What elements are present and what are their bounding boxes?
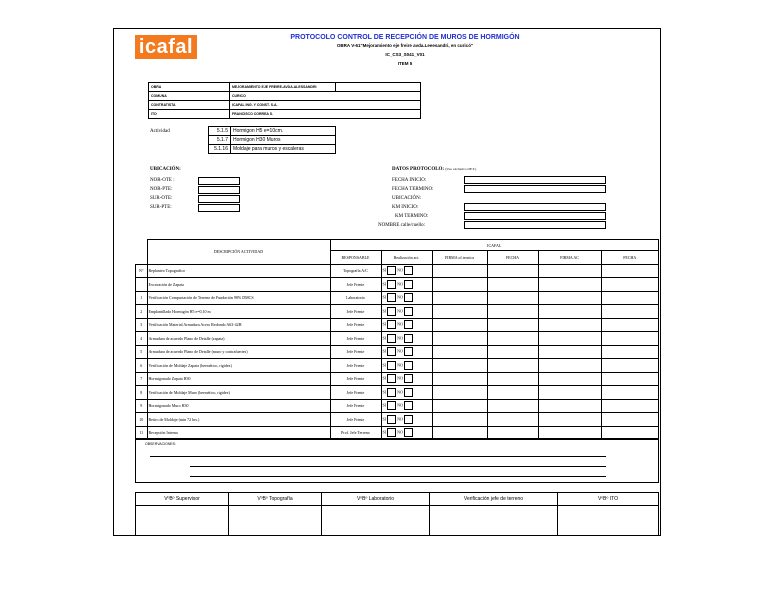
datos-field[interactable]: [464, 176, 606, 184]
no-label: NO: [397, 335, 403, 341]
table-row: [136, 413, 659, 427]
subheader: FECHA: [487, 251, 538, 265]
sig-label: VºBº ITO: [558, 493, 659, 506]
cell[interactable]: [432, 318, 487, 332]
signature-table: [135, 492, 659, 536]
table-row: [136, 305, 659, 319]
datos-field[interactable]: [464, 185, 606, 193]
activity-table: [135, 239, 659, 440]
yes-label: SI: [382, 294, 387, 300]
cell[interactable]: [601, 386, 659, 400]
datos-label: UBICACIÓN:: [392, 196, 422, 201]
table-row: [136, 278, 659, 292]
no-checkbox[interactable]: [404, 320, 413, 329]
ubicacion-label: SUR-OTE:: [150, 196, 173, 201]
yes-checkbox[interactable]: [387, 293, 396, 302]
subheader: FIRMA of.tecnica: [432, 251, 487, 265]
no-checkbox[interactable]: [404, 280, 413, 289]
cell[interactable]: [432, 278, 487, 292]
yes-label: SI: [382, 308, 387, 314]
datos-label: FECHA TERMINO:: [392, 187, 434, 192]
row-responsible: Jefe Frente: [330, 359, 381, 373]
yes-checkbox[interactable]: [387, 428, 396, 437]
subheader: Realización act.: [381, 251, 432, 265]
ubicacion-title: UBICACIÓN:: [150, 167, 181, 172]
obs-line: [190, 476, 606, 477]
datos-note: (Uso exclusivo OF.T.): [445, 167, 477, 171]
row-number: N°: [136, 264, 148, 278]
row-responsible: Jefe Frente: [330, 399, 381, 413]
cell[interactable]: [601, 359, 659, 373]
sig-field[interactable]: [558, 506, 659, 536]
actividad-label: Actividad: [150, 129, 170, 134]
ubicacion-field[interactable]: [198, 204, 240, 212]
datos-field[interactable]: [464, 212, 606, 220]
cell[interactable]: [432, 413, 487, 427]
sig-field[interactable]: [322, 506, 430, 536]
row-description: Excavación de Zapata: [147, 278, 330, 292]
cell[interactable]: [432, 332, 487, 346]
datos-label: NOMBRE calle/cuello:: [378, 223, 426, 228]
cell[interactable]: [487, 305, 538, 319]
no-label: NO: [397, 402, 403, 408]
no-label: NO: [397, 267, 403, 273]
cell[interactable]: [432, 291, 487, 305]
yes-checkbox[interactable]: [387, 320, 396, 329]
info-value: FRANCISCO CORREA S.: [230, 110, 421, 119]
row-responsible: Jefe Frente: [330, 345, 381, 359]
row-number: 7: [136, 372, 148, 386]
desc-header: DESCRIPCIÓN ACTIVIDAD: [147, 240, 330, 265]
ubicacion-field[interactable]: [198, 195, 240, 203]
row-number: 8: [136, 386, 148, 400]
cell[interactable]: [538, 386, 601, 400]
no-checkbox[interactable]: [404, 266, 413, 275]
act-text: Hormigon H5 e=10cm.: [231, 127, 336, 136]
cell[interactable]: [538, 278, 601, 292]
cell[interactable]: [432, 399, 487, 413]
datos-title: DATOS PROTOCOLO:: [392, 167, 445, 172]
no-checkbox[interactable]: [404, 401, 413, 410]
no-checkbox[interactable]: [404, 374, 413, 383]
row-responsible: Topografía A/C: [330, 264, 381, 278]
no-checkbox[interactable]: [404, 428, 413, 437]
row-number: 9: [136, 399, 148, 413]
ubicacion-label: SUR-PTE:: [150, 205, 172, 210]
yes-checkbox[interactable]: [387, 266, 396, 275]
sig-field[interactable]: [430, 506, 558, 536]
yes-checkbox[interactable]: [387, 401, 396, 410]
row-responsible: Jefe Frente: [330, 332, 381, 346]
info-value: CURICO: [230, 92, 421, 101]
obra-line: OBRA V-61"Mejoramiento eje freire avda.Leeesandri, en curicó": [336, 43, 474, 48]
cell[interactable]: [487, 399, 538, 413]
cell[interactable]: [538, 399, 601, 413]
cell[interactable]: [601, 345, 659, 359]
row-number: 5: [136, 345, 148, 359]
info-label: CONTRATISTA: [149, 101, 230, 110]
ubicacion-field[interactable]: [198, 186, 240, 194]
row-responsible: Jefe Frente: [330, 278, 381, 292]
datos-field[interactable]: [464, 203, 606, 211]
no-label: NO: [397, 375, 403, 381]
ubicacion-field[interactable]: [198, 177, 240, 185]
yes-label: SI: [382, 281, 387, 287]
cell[interactable]: [538, 359, 601, 373]
row-description: Verificación Compactación de Terreno de Fundación 98% DMCS: [147, 291, 330, 305]
ubicacion-block: [150, 167, 181, 212]
cell[interactable]: [601, 291, 659, 305]
row-responsible: Laboratorio: [330, 291, 381, 305]
datos-label: KM INICIO:: [392, 205, 419, 210]
row-description: Hormigonado Muro H30: [147, 399, 330, 413]
table-row: [136, 359, 659, 373]
observaciones-label: OBSERVACIONES:: [145, 442, 176, 446]
row-responsible: Jefe Frente: [330, 318, 381, 332]
no-label: NO: [397, 281, 403, 287]
yes-label: SI: [382, 348, 387, 354]
act-text: Moldaje para muros y escaleras: [231, 145, 336, 154]
yes-label: SI: [382, 429, 387, 435]
yes-checkbox[interactable]: [387, 334, 396, 343]
sig-label: Verificación jefe de terreno: [430, 493, 558, 506]
row-description: Armadura de acuerdo Plano de Detalle (muro y contrafuertes): [147, 345, 330, 359]
cell[interactable]: [538, 291, 601, 305]
no-checkbox[interactable]: [404, 388, 413, 397]
cell[interactable]: [538, 372, 601, 386]
cell[interactable]: [487, 359, 538, 373]
no-checkbox[interactable]: [404, 415, 413, 424]
sig-label: VºBº Topografía: [229, 493, 322, 506]
cell[interactable]: [487, 318, 538, 332]
row-number: 4: [136, 332, 148, 346]
info-blank: [336, 83, 421, 92]
table-row: [136, 372, 659, 386]
info-label: OBRA: [149, 83, 230, 92]
row-responsible: Jefe Frente: [330, 413, 381, 427]
cell[interactable]: [487, 291, 538, 305]
row-responsible: Jefe Frente: [330, 372, 381, 386]
no-label: NO: [397, 321, 403, 327]
cell[interactable]: [538, 305, 601, 319]
row-description: Retiro de Moldaje (min 72 hrs.): [147, 413, 330, 427]
row-description: Armadura de acuerdo Plano de Detalle (zapata): [147, 332, 330, 346]
cell[interactable]: [487, 413, 538, 427]
cell[interactable]: [601, 332, 659, 346]
no-checkbox[interactable]: [404, 307, 413, 316]
yes-checkbox[interactable]: [387, 388, 396, 397]
document-code: IC_CS3_S041_V01: [385, 52, 425, 57]
cell[interactable]: [487, 278, 538, 292]
yes-label: SI: [382, 362, 387, 368]
no-label: NO: [397, 389, 403, 395]
yes-checkbox[interactable]: [387, 415, 396, 424]
no-checkbox[interactable]: [404, 293, 413, 302]
info-label: COMUNA: [149, 92, 230, 101]
table-row: [136, 318, 659, 332]
document-title: PROTOCOLO CONTROL DE RECEPCIÓN DE MUROS DE HORMIGÓN: [290, 34, 520, 41]
cell[interactable]: [538, 264, 601, 278]
datos-field[interactable]: [464, 221, 606, 229]
yes-label: SI: [382, 335, 387, 341]
cell[interactable]: [601, 399, 659, 413]
ubicacion-label: NOR-PTE:: [150, 187, 173, 192]
cell[interactable]: [487, 332, 538, 346]
table-row: [136, 264, 659, 278]
row-number: 1: [136, 291, 148, 305]
row-responsible: Jefe Frente: [330, 305, 381, 319]
cell[interactable]: [601, 278, 659, 292]
cell[interactable]: [601, 305, 659, 319]
row-description: Recepción Interna: [147, 426, 330, 440]
item-label: ITEM 5: [397, 61, 413, 66]
no-label: NO: [397, 294, 403, 300]
table-row: [136, 399, 659, 413]
yes-label: SI: [382, 375, 387, 381]
no-label: NO: [397, 416, 403, 422]
cell[interactable]: [432, 305, 487, 319]
no-checkbox[interactable]: [404, 334, 413, 343]
row-responsible: Jefe Frente: [330, 386, 381, 400]
cell[interactable]: [432, 264, 487, 278]
icafal-header: ICAFAL: [330, 240, 659, 251]
row-number: 10: [136, 413, 148, 427]
cell[interactable]: [601, 372, 659, 386]
cell[interactable]: [487, 372, 538, 386]
row-description: Emplantillado Hormigón H5 e=0,10 m: [147, 305, 330, 319]
subheader: FECHA: [601, 251, 659, 265]
subheader: FIRMA AC: [538, 251, 601, 265]
obs-line: [190, 466, 606, 467]
no-label: NO: [397, 362, 403, 368]
act-code: 5.1.7: [209, 136, 231, 145]
no-checkbox[interactable]: [404, 347, 413, 356]
sig-field[interactable]: [136, 506, 229, 536]
yes-label: SI: [382, 389, 387, 395]
info-value: MEJORAMIENTO EJE FREIRE-AVDA.ALESSANDRI: [230, 83, 336, 92]
datos-label: KM TERMINO:: [395, 214, 429, 219]
yes-checkbox[interactable]: [387, 347, 396, 356]
sig-label: VºBº Laboratorio: [322, 493, 430, 506]
yes-checkbox[interactable]: [387, 280, 396, 289]
info-label: ITO: [149, 110, 230, 119]
cell[interactable]: [487, 345, 538, 359]
cell[interactable]: [487, 264, 538, 278]
row-description: Verificación Material Armadura Acero Redondo A63-42H: [147, 318, 330, 332]
cell[interactable]: [601, 413, 659, 427]
ubicacion-label: NOR-OTE :: [150, 178, 175, 183]
actividad-table: [208, 126, 336, 154]
num-header-spacer: [136, 240, 148, 265]
cell[interactable]: [538, 318, 601, 332]
cell[interactable]: [432, 345, 487, 359]
datos-label: FECHA INICIO:: [392, 178, 427, 183]
sig-label: VºBº Supervisor: [136, 493, 229, 506]
cell[interactable]: [538, 332, 601, 346]
table-row: [136, 386, 659, 400]
no-checkbox[interactable]: [404, 361, 413, 370]
project-info-table: [148, 82, 421, 119]
sig-field[interactable]: [229, 506, 322, 536]
act-text: Hormigon H30 Muros: [231, 136, 336, 145]
row-description: Replanteo Topografico: [147, 264, 330, 278]
no-label: NO: [397, 348, 403, 354]
table-row: [136, 345, 659, 359]
row-number: 6: [136, 359, 148, 373]
no-label: NO: [397, 429, 403, 435]
table-row: [136, 291, 659, 305]
icafal-logo: icafal: [135, 35, 197, 59]
yes-checkbox[interactable]: [387, 374, 396, 383]
yes-label: SI: [382, 321, 387, 327]
cell[interactable]: [538, 413, 601, 427]
row-number: 2: [136, 305, 148, 319]
cell[interactable]: [601, 264, 659, 278]
cell[interactable]: [432, 372, 487, 386]
row-description: Verificación de Moldaje Zapata (hermético, rigidez): [147, 359, 330, 373]
yes-label: SI: [382, 267, 387, 273]
table-row: [136, 332, 659, 346]
subheader: RESPONSABLE: [330, 251, 381, 265]
row-number: 11: [136, 426, 148, 440]
yes-label: SI: [382, 416, 387, 422]
cell[interactable]: [538, 345, 601, 359]
act-code: 5.1.16: [209, 145, 231, 154]
row-description: Hormigonado Zapata H30: [147, 372, 330, 386]
cell[interactable]: [432, 359, 487, 373]
obs-line: [150, 456, 606, 457]
cell[interactable]: [487, 386, 538, 400]
row-number: [136, 278, 148, 292]
cell[interactable]: [432, 386, 487, 400]
act-code: 5.1.5: [209, 127, 231, 136]
info-value: ICAFAL ING. Y CONST. S.A.: [230, 101, 421, 110]
yes-checkbox[interactable]: [387, 307, 396, 316]
no-label: NO: [397, 308, 403, 314]
yes-label: SI: [382, 402, 387, 408]
row-responsible: Prof. Jefe Terreno: [330, 426, 381, 440]
row-description: Verificación de Moldaje Muro (hermético, rigidez): [147, 386, 330, 400]
yes-checkbox[interactable]: [387, 361, 396, 370]
cell[interactable]: [601, 318, 659, 332]
row-number: 3: [136, 318, 148, 332]
activity-rows: [136, 264, 659, 440]
